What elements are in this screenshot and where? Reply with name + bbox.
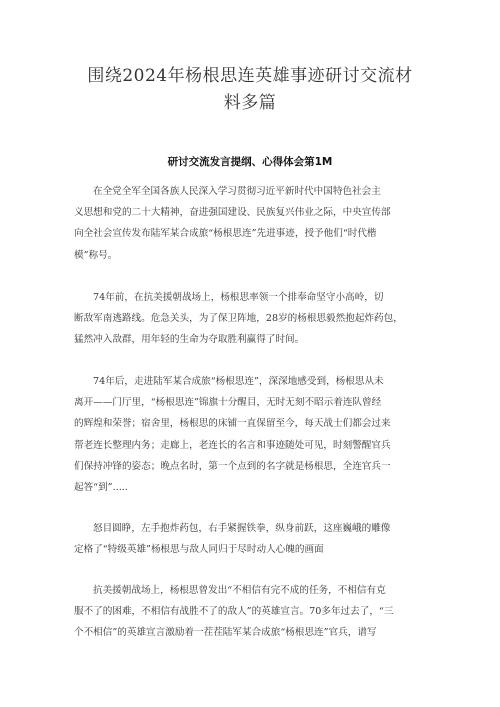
paragraph-line: 断敌军南逃路线。危急关头，为了保卫阵地，28岁的杨根思毅然抱起炸药包， [74, 313, 403, 325]
document-title-line-2: 料多篇 [223, 93, 277, 113]
paragraph-line: 定格了“特级英雄”杨根思与敌人同归于尽时动人心魄的画面 [74, 544, 324, 556]
paragraph-line: 义思想和党的二十大精神，奋进强国建设、民族复兴伟业之际，中央宣传部 [74, 207, 391, 219]
paragraph-line: 在全党全军全国各族人民深入学习贯彻习近平新时代中国特色社会主 [93, 186, 381, 197]
paragraph-line: 模”称号。 [74, 249, 118, 261]
paragraph-line: 抗美援朝战场上，杨根思曾发出“不相信有完不成的任务，不相信有克 [93, 585, 386, 596]
paragraph-line: 74年后，走进陆军某合成旅“杨根思连”，深深地感受到，杨根思从未 [93, 376, 384, 387]
paragraph-line: 怒目圆睁，左手抱炸药包，右手紧握铁拳，纵身前跃，这座巍峨的雕像 [93, 523, 391, 534]
paragraph-line: 们保持冲锋的姿态；晚点名时，第一个点到的名字就是杨根思，全连官兵一 [74, 460, 391, 472]
paragraph-line: 猛然冲入敌群，用年轻的生命为夺取胜利赢得了时间。 [74, 334, 305, 346]
paragraph-3 [74, 371, 430, 498]
section-subtitle: 研讨交流发言提纲、心得体会第1M [167, 156, 333, 168]
document-title-line-1: 围绕2024年杨根思连英雄事迹研讨交流材 [87, 66, 413, 86]
paragraph-line: 服不了的困难，不相信有战胜不了的敌人”的英雄宣言。70多年过去了，“三 [74, 606, 394, 618]
paragraph-2 [74, 287, 430, 351]
paragraph-line: 起答“到”..... [74, 482, 128, 494]
paragraph-5 [74, 580, 430, 644]
paragraph-line: 个不相信”的英雄宣言激励着一茬茬陆军某合成旅“杨根思连”官兵，谱写 [74, 627, 377, 639]
paragraph-line: 的辉煌和荣誉；宿舍里，杨根思的床铺一直保留至今，每天战士们都会过来 [74, 418, 391, 430]
paragraph-4 [74, 518, 430, 560]
paragraph-line: 74年前，在抗美援朝战场上，杨根思率领一个排奉命坚守小高岭，切 [93, 292, 384, 303]
paragraph-line: 向全社会宣传发布陆军某合成旅“杨根思连”先进事迹，授予他们“时代楷 [74, 228, 377, 240]
paragraph-1 [74, 181, 430, 266]
paragraph-line: 离开——门厅里，“杨根思连”锦旗十分醒目，无时无刻不昭示着连队曾经 [74, 397, 382, 409]
paragraph-line: 帮老连长整理内务；走廊上，老连长的名言和事迹随处可见，时刻警醒官兵 [74, 439, 391, 451]
